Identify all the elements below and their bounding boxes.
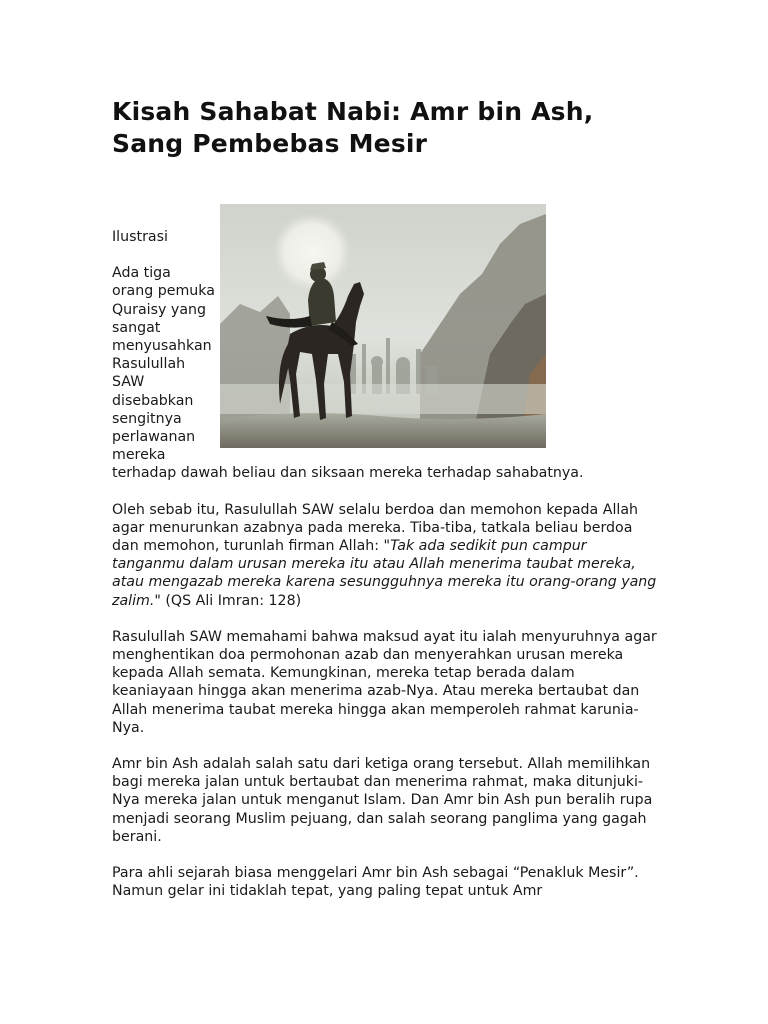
- intro-continued-text: mereka terhadap dawah beliau dan siksaan mereka terhadap sahabatnya.: [112, 447, 584, 482]
- paragraph-quran-verse: [112, 501, 660, 610]
- document-page: [112, 96, 660, 901]
- rider-on-horse-illustration: [220, 204, 546, 448]
- article-title: Kisah Sahabat Nabi: Amr bin Ash, Sang Pembebas Mesir: [112, 97, 594, 158]
- verse-quote: Tak ada sedikit pun campur tanganmu dalam urusan mereka itu atau Allah menerima taubat mereka, atau mengazab mereka karena sesungguhnya mereka itu orang-orang yang zalim.: [112, 538, 657, 609]
- paragraph-text: Oleh sebab itu, Rasulullah SAW selalu berdoa dan memohon kepada Allah agar menurunkan azabnya pada mereka. Tiba-tiba, tatkala beliau berdoa dan memohon, turunlah firman Allah: ": [112, 501, 639, 555]
- intro-section: [112, 228, 660, 901]
- paragraph-understanding: Rasulullah SAW memahami bahwa maksud ayat itu ialah menyuruhnya agar menghentikan doa permohonan azab dan menyerahkan urusan mereka kepada Allah semata. Kemungkinan, mereka tetap berada dalam keaniayaan hingga akan menerima azab-Nya. Atau mereka bertaubat dan Allah menerima taubat mereka hingga akan memperoleh rahmat karunia-Nya.: [112, 628, 657, 736]
- intro-wrapped-text: Ada tiga orang pemuka Quraisy yang sangat menyusahkan Rasulullah SAW disebabkan sengitnya perlawanan: [112, 265, 215, 446]
- verse-reference: " (QS Ali Imran: 128): [154, 592, 302, 609]
- image-caption: Ilustrasi: [112, 229, 168, 245]
- illustration-image: [220, 204, 546, 448]
- paragraph-historians: Para ahli sejarah biasa menggelari Amr bin Ash sebagai “Penakluk Mesir”. Namun gelar ini tidaklah tepat, yang paling tepat untuk Amr: [112, 865, 639, 900]
- paragraph-amr-conversion: Amr bin Ash adalah salah satu dari ketiga orang tersebut. Allah memilihkan bagi mereka jalan untuk bertaubat dan menerima rahmat, maka ditunjuki-Nya mereka jalan untuk menganut Islam. Dan Amr bin Ash pun beralih rupa menjadi seorang Muslim pejuang, dan salah seorang panglima yang gagah berani.: [112, 756, 653, 845]
